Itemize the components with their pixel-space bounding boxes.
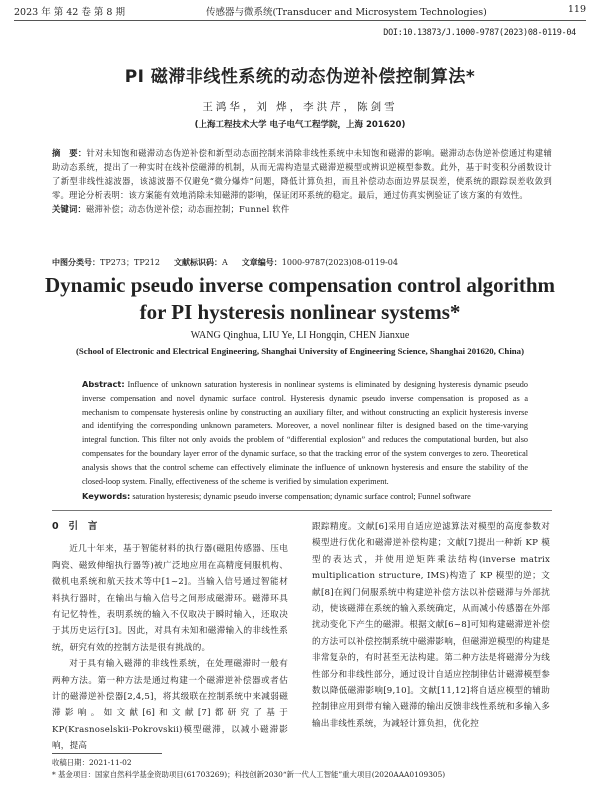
- english-affiliation: (School of Electronic and Electrical Engineering, Shanghai University of Engineering Science, Shanghai 201620, China): [75, 346, 524, 356]
- chinese-abstract-label: 摘 要：: [52, 148, 87, 158]
- chinese-keywords-label: 关键词：: [52, 204, 86, 214]
- english-keywords-label: Keywords:: [82, 491, 131, 501]
- body-paragraph: 近几十年来，基于智能材料的执行器(磁阻传感器、压电陶瓷、磁致伸缩执行器等)被广泛地应用在高精度伺服机构、微机电系统和航天技术等中[1~2]。当输入信号通过智能材料执行器时，在输出与输入信号之间形成磁滞环。磁滞环具有记忆特性，表明系统的输入不仅取决于瞬时输入，还取决于其历史运行[3]。因此，对具有未知和磁滞输入的非线性系统，研究有效的控制方法是很有挑战的。: [52, 544, 288, 653]
- english-keywords-text: saturation hysteresis; dynamic pseudo inverse compensation; dynamic surface control; Funnel software: [132, 492, 471, 501]
- chinese-authors: 王鸿华，刘 烨，李洪芹，陈剑雪: [202, 101, 398, 113]
- document-code: 文献标识码：A: [173, 258, 228, 267]
- english-authors: WANG Qinghua, LIU Ye, LI Hongqin, CHEN Jianxue: [190, 330, 410, 341]
- chinese-abstract-text: 针对未知饱和磁滞动态伪逆补偿和新型动态面控制来消除非线性系统中未知饱和磁滞的影响。磁滞动态伪逆补偿通过构建辅助动态系统，提出了一种实时在线补偿磁滞的机制，从而无需构造显式磁滞逆模型或辨识逆模型参数。此外，基于时变积分函数设计了新型非线性滤波器，该滤波器不仅避免“微分爆炸”问题，降低计算负担，而且补偿动态面边界层误差，使系统的跟踪误差收敛到零。理论分析表明：该方案能有效地消除未知磁滞的影响，保证闭环系统的稳定。最后，通过仿真实例验证了该方案的有效性。: [52, 148, 552, 200]
- section-divider: [52, 510, 552, 511]
- english-keywords: [82, 491, 528, 501]
- clc-number: 中图分类号：TP273；TP212: [52, 258, 160, 267]
- chinese-affiliation: (上海工程技术大学 电子电气工程学院，上海 201620): [194, 120, 406, 130]
- doi[interactable]: DOI:10.13873/J.1000-9787(2023)08-0119-04: [383, 28, 576, 38]
- article-number: 文章编号：1000-9787(2023)08-0119-04: [241, 258, 398, 267]
- header-journal-name: 传感器与微系统(Transducer and Microsystem Technologies): [205, 7, 487, 18]
- header-journal-issue: 2023 年 第 42 卷 第 8 期: [14, 7, 125, 18]
- english-abstract: [82, 378, 528, 488]
- chinese-abstract: [52, 146, 552, 216]
- section-heading-introduction: 0 引 言: [52, 521, 98, 532]
- header-page-number: 119: [567, 4, 586, 15]
- footnote-divider: [52, 753, 162, 754]
- received-date: 收稿日期：2021-11-02: [52, 758, 132, 767]
- left-column: [52, 519, 288, 755]
- footnotes: [52, 757, 562, 781]
- english-abstract-label: Abstract:: [82, 379, 125, 389]
- right-column: [312, 519, 550, 732]
- english-title: [0, 272, 600, 326]
- body-paragraph: 对于具有输入磁滞的非线性系统，在处理磁滞时一般有两种方法。第一种方法是通过构建一个磁滞逆补偿器或者估计的磁滞逆补偿器[2,4,5]，将其级联在控制系统中来减弱磁滞影响。如文献[6]和文献[7]都研究了基于KP(Krasnoselskii-Pokrovskii)模型磁滞，以减小磁滞影响，提高: [52, 659, 288, 752]
- classification-line: [52, 257, 552, 268]
- body-paragraph: 跟踪精度。文献[6]采用自适应逆滤算法对模型的高度参数对模型进行优化和磁滞逆补偿构建；文献[7]提出一种新 KP 模型的表达式，并使用逆矩阵乘法结构(inverse matrix multiplication structure, IMS)构造了 KP 模型的逆；文献[8]在阀门伺服系统中构建逆补偿方法以补偿磁滞与外部扰动，使该磁滞在系统的输入系统确定，从而减小传感器在外部扰动变化下产生的磁滞。根据文献[6~8]可知构建磁滞逆补偿的方法可以补偿控制系统中磁滞影响，但磁滞逆模型的构建是非常复杂的，有时甚至无法构建。第二种方法是将磁滞分为线性部分和非线性部分，通过设计自适应控制律估计磁滞模型参数以降低磁滞影响[9,10]。文献[11,12]将自适应模型的辅助控制律应用到带有输入磁滞的输出反馈非线性系统和多输入多输出非线性系统，为减轻计算负担，优化控: [312, 522, 550, 729]
- chinese-keywords: 磁滞补偿；动态伪逆补偿；动态面控制；Funnel 软件: [86, 204, 290, 214]
- chinese-title: PI 磁滞非线性系统的动态伪逆补偿控制算法*: [124, 67, 476, 87]
- english-title-line-2: for PI hysteresis nonlinear systems*: [139, 300, 461, 324]
- fund-note: * 基金项目：国家自然科学基金资助项目(61703269)；科技创新2030“新一代人工智能”重大项目(2020AAA0109305): [52, 770, 446, 779]
- english-abstract-text: Influence of unknown saturation hysteresis in nonlinear systems is eliminated by designing hysteresis dynamic pseudo inverse compensation and novel dynamic surface control. Hysteresis dynamic pseudo inverse compensation is proposed as a mechanism to compensate hysteresis online by constructing an auxiliary filter, and without constructing an explicit hysteresis inverse and identifying the corresponding unknown parameters. Moreover, a novel nonlinear filter is designed based on the time-varying integral function. This filter not only avoids the problem of “differential explosion” and reduces the computational burden, but also compensates for the boundary layer error of the dynamic surface, so that the tracking error of the system converges to zero. Theoretical analysis shows that the control scheme can effectively eliminate the influence of unknown hysteresis and ensure the stability of the closed-loop system. Finally, effectiveness of the scheme is verified by simulation experiment.: [82, 380, 528, 486]
- running-header: [14, 4, 586, 21]
- english-title-line-1: Dynamic pseudo inverse compensation control algorithm: [44, 273, 556, 297]
